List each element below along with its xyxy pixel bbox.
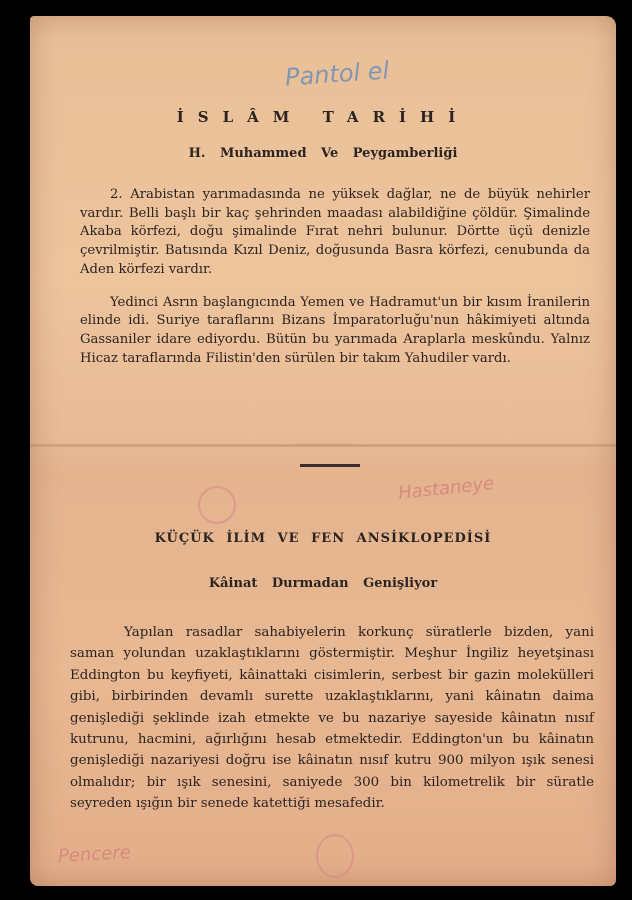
- section-title-islam-tarihi: İSLÂM TARİHİ: [176, 108, 470, 126]
- handwritten-note-red: Hastaneye: [397, 473, 496, 504]
- handwritten-circle: [316, 834, 354, 878]
- handwritten-note-red: Pencere: [57, 842, 132, 867]
- handwritten-circle: [198, 486, 236, 524]
- section-title-ansiklopedi: KÜÇÜK İLİM VE FEN ANSİKLOPEDİSİ: [154, 531, 492, 546]
- paragraph: 2. Arabistan yarımadasında ne yüksek dağlar, ne de büyük nehirler vardır. Belli başlı bir kaç şehrinden maadası alabildiğine çöldür. Şimalinde Akaba körfezi, doğu şimalinde Fırat nehri bulunur. Dörtte üçü denizle çevrilmiştir. Batısında Kızıl Deniz, doğusunda Basra körfezi, cenubunda da Aden körfezi vardır.: [80, 187, 590, 277]
- paper-fold: [30, 444, 616, 447]
- article-body-1: [80, 186, 590, 382]
- section-subtitle: Kâinat Durmadan Genişliyor: [208, 576, 438, 591]
- handwritten-note-blue: Pantol el: [284, 56, 391, 92]
- section-divider: [300, 464, 360, 467]
- paragraph: Yedinci Asrın başlangıcında Yemen ve Hadramut'un bir kısım İranilerin elinde idi. Suriye taraflarını Bizans İmparatorluğu'nun hâkimiyeti altında Gassaniler idare ediyordu. Bütün bu yarımada Araplarla meskûndu. Yalnız Hicaz taraflarında Filistin'den sürülen bir takım Yahudiler vardı.: [80, 294, 590, 366]
- article-body-2: [70, 622, 594, 815]
- newspaper-clipping: [30, 16, 616, 886]
- paragraph: Yapılan rasadlar sahabiyelerin korkunç süratlerle bizden, yani saman yolundan uzaklaştıklarını göstermiştir. Meşhur İngiliz heyetşinası Eddington bu keyfiyeti, kâinattaki cisimlerin, serbest bir gazin molekülleri gibi, birbirinden devamlı surette uzaklaştıklarını, yani kâinatın daima genişlediği şeklinde izah etmekte ve bu nazariye sayeside kâinatın nısıf kutrunu, hacmini, ağırlığını hesab etmektedir. Eddington'un bu kâinatın genişlediği nazariyesi doğru ise kâinatın nısıf kutru 900 milyon ışık senesi olmalıdır; bir ışık senesini, saniyede 300 bin kilometrelik bir süratle seyreden ışığın bir senede katettiği mesafedir.: [70, 625, 594, 812]
- section-subtitle: H. Muhammed Ve Peygamberliği: [188, 146, 458, 161]
